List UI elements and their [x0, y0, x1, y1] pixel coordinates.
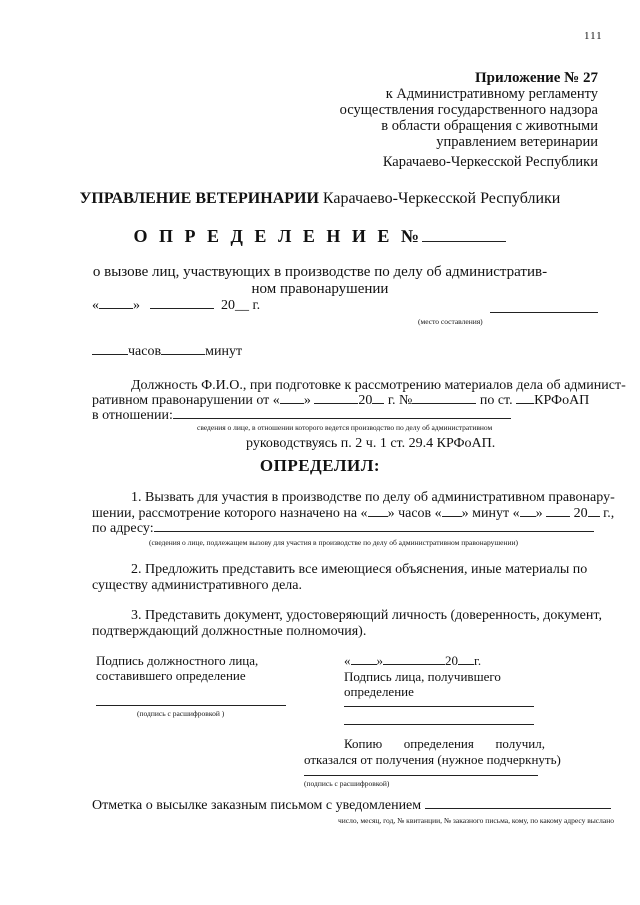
appendix-line: осуществления государственного надзора — [339, 102, 598, 118]
intro-line-3 — [92, 408, 511, 424]
item2-line-1: 2. Предложить представить все имеющиеся объяснения, иные материалы по — [131, 562, 588, 577]
appendix-line: управлением ветеринарии — [436, 134, 598, 150]
blank-month — [546, 516, 570, 517]
date-year: 20__ г. — [221, 298, 261, 313]
sign-left-blank — [96, 705, 286, 706]
sign-right-blank-2 — [344, 724, 534, 725]
mail-caption: число, месяц, год, № квитанции, № заказного письма, кому, по какому адресу выслано — [338, 816, 614, 825]
intro-text: г. № — [387, 393, 413, 408]
blank-minutes — [161, 354, 205, 355]
item1-text: г., — [603, 506, 615, 521]
sign-left-line-1: Подпись должностного лица, — [96, 653, 259, 668]
organization-name-rest: Карачаево-Черкесской Республики — [322, 190, 561, 207]
item1-text: » — [535, 506, 543, 521]
date-open-quote: « — [344, 653, 351, 668]
item3-line-1: 3. Представить документ, удостоверяющий личность (доверенность, документ, — [131, 608, 602, 623]
blank-hours — [92, 354, 128, 355]
appendix-line: к Административному регламенту — [385, 86, 598, 102]
item1-text: » минут « — [461, 506, 520, 521]
date-open-quote: « — [92, 298, 99, 313]
blank-mail — [425, 808, 611, 809]
date-year-suffix: г. — [474, 653, 482, 668]
appendix-line: Карачаево-Черкесской Республики — [382, 154, 598, 170]
item3-line-2: подтверждающий должностные полномочия). — [92, 624, 367, 639]
place-blank — [490, 312, 598, 313]
sign-right-line-1: Подпись лица, получившего — [344, 669, 501, 684]
document-title — [0, 226, 640, 247]
place-caption: (место составления) — [418, 317, 483, 326]
blank-minutes — [442, 516, 462, 517]
intro-text: 20 — [358, 393, 373, 408]
date-close-quote: » — [376, 653, 383, 668]
blank-day — [99, 308, 133, 309]
mail-text: Отметка о высылке заказным письмом с уведомлением — [92, 798, 422, 813]
item1-caption: (сведения о лице, подлежащем вызову для участия в производстве по делу об административном правонарушении) — [149, 538, 518, 547]
minutes-label: минут — [205, 344, 243, 359]
time-line — [92, 344, 242, 360]
blank-number — [412, 403, 476, 404]
sign-right-line-2: определение — [344, 684, 414, 699]
item1-text: 20 — [573, 506, 588, 521]
date-line — [92, 298, 260, 314]
item1-line-1: 1. Вызвать для участия в производстве по делу об административном правонару- — [131, 490, 615, 505]
item1-text: шении, рассмотрение которого назначено на « — [92, 506, 368, 521]
copy-word: получил, — [495, 736, 545, 751]
document-title-text: О П Р Е Д Е Л Е Н И Е № — [133, 226, 423, 246]
intro-text: в отношении: — [92, 408, 173, 423]
section-heading: ОПРЕДЕЛИЛ: — [259, 456, 381, 475]
blank-month — [314, 403, 358, 404]
blank-day — [351, 664, 377, 665]
blank-year — [588, 516, 600, 517]
item1-text: по адресу: — [92, 521, 154, 536]
intro-line-1: Должность Ф.И.О., при подготовке к рассмотрению материалов дела об админист- — [131, 378, 626, 393]
copy-line-2: отказался от получения (нужное подчеркнуть) — [304, 752, 561, 767]
intro-text: по ст. — [479, 393, 513, 408]
copy-word: Копию — [344, 736, 383, 751]
subject-line: ном правонарушении — [251, 281, 389, 297]
organization-heading — [0, 190, 640, 208]
intro-text: ративном правонарушении от « — [92, 393, 280, 408]
blank-day — [280, 403, 304, 404]
blank-hours — [368, 516, 388, 517]
intro-line-2 — [92, 393, 589, 409]
intro-caption: сведения о лице, в отношении которого ведется производство по делу об административном — [197, 423, 493, 432]
appendix-block — [340, 70, 598, 170]
blank-article — [516, 403, 534, 404]
item1-text: » часов « — [387, 506, 442, 521]
appendix-title: Приложение № 27 — [474, 70, 598, 86]
intro-text: » — [303, 393, 311, 408]
blank-year — [458, 664, 474, 665]
copy-line-1 — [344, 736, 545, 752]
intro-text: КРФоАП — [534, 393, 590, 408]
blank-year — [372, 403, 384, 404]
document-subject — [0, 264, 640, 298]
copy-caption: (подпись с расшифровкой) — [304, 779, 390, 788]
item1-line-3 — [92, 521, 594, 537]
organization-name-bold: УПРАВЛЕНИЕ ВЕТЕРИНАРИИ — [79, 190, 319, 207]
sign-left-line-2: составившего определение — [96, 668, 246, 683]
copy-blank — [304, 775, 538, 776]
date-close-quote: » — [133, 298, 140, 313]
date-year: 20 — [445, 653, 458, 668]
appendix-line: в области обращения с животными — [381, 118, 598, 134]
mail-line — [92, 798, 611, 814]
guided-by: руководствуясь п. 2 ч. 1 ст. 29.4 КРФоАП. — [246, 436, 496, 451]
copy-word: определения — [403, 736, 474, 751]
blank-person — [173, 418, 511, 419]
blank-day — [520, 516, 536, 517]
item2-line-2: существу административного дела. — [92, 578, 303, 593]
sign-right-date — [344, 653, 481, 669]
blank-month — [383, 664, 445, 665]
page-number: 111 — [584, 30, 603, 42]
blank-address — [154, 531, 594, 532]
subject-line: о вызове лиц, участвующих в производстве по делу об административ- — [92, 264, 548, 280]
sign-left-caption: (подпись с расшифровкой ) — [137, 709, 225, 718]
item1-line-2 — [92, 506, 614, 522]
hours-label: часов — [128, 344, 162, 359]
blank-month — [150, 308, 214, 309]
document-number-blank — [422, 241, 506, 242]
sign-right-blank-1 — [344, 706, 534, 707]
